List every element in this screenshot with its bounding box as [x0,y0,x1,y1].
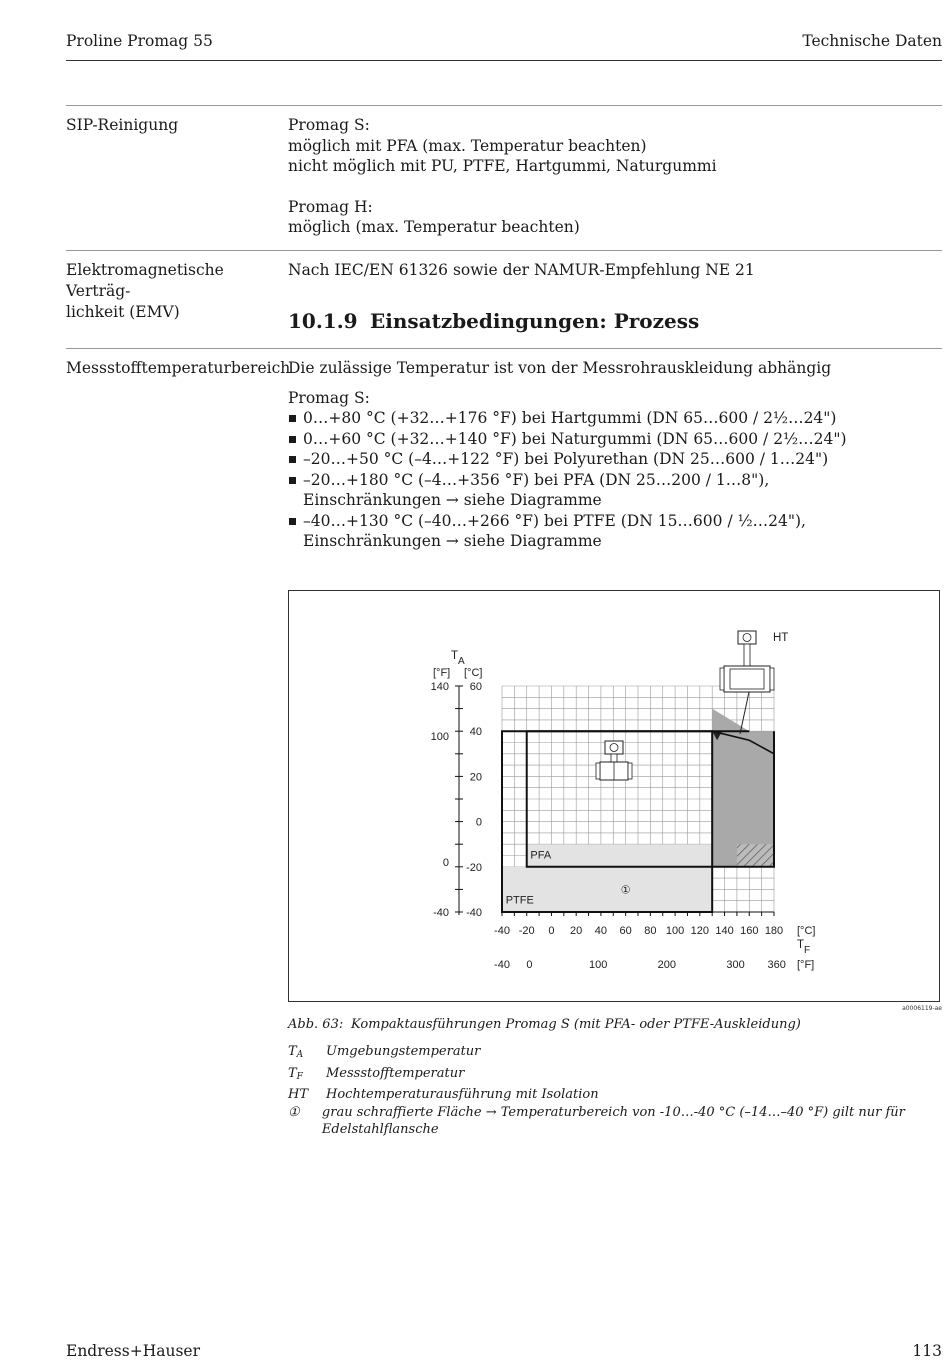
diagram-svg [289,591,939,1001]
emv-text: Nach IEC/EN 61326 sowie der NAMUR-Empfehlung NE 21 [288,261,755,279]
legend-row: ① grau schraffierte Fläche → Temperaturbereich von -10…-40 °C (–14…–40 °F) gilt nur für Edelstahlflansche [288,1104,905,1137]
x-tick-label-f: 360 [767,959,786,971]
list-item: –20…+180 °C (–4…+356 °F) bei PFA (DN 25…200 / 1…8"), Einschränkungen → siehe Diagramme [288,470,942,511]
temperature-list [288,408,942,552]
y-tick-label-c: 40 [469,726,482,739]
y-tick-label-c: 0 [475,816,482,829]
y-tick-label-f: -40 [433,907,449,919]
page-number: 113 [912,1342,942,1360]
pfa-label: PFA [530,849,552,862]
sensor-device-icon [596,741,632,780]
y-tick-label-c: 60 [469,681,482,693]
x-unit-c: [°C] [797,925,816,937]
sip-promag-h-line1: möglich (max. Temperatur beachten) [288,218,580,236]
sip-promag-s-line1: möglich mit PFA (max. Temperatur beachten) [288,136,647,155]
x-axis-symbol: T [797,939,805,951]
x-tick-label-c: 120 [690,925,709,937]
section-heading [288,309,699,333]
medium-label: Messstofftemperaturbereich [66,359,291,377]
x-tick-label-c: 100 [665,925,685,937]
medium-content [288,358,942,552]
x-tick-label-c: 180 [764,925,784,937]
ht-label: HT [773,632,789,644]
y-tick-label-c: -40 [466,907,482,919]
emv-label-line2: lichkeit (EMV) [66,303,180,321]
header-rule [66,60,942,61]
x-tick-label-c: 140 [715,925,734,937]
y-axis-symbol: T [451,650,459,662]
ht-device-icon [720,631,774,692]
y-tick-label-f: 0 [442,856,449,869]
region-marker: ① [620,884,631,897]
medium-promag-s-title: Promag S: [288,388,370,407]
hatched-region [737,844,774,867]
legend-row: $T_A$ Umgebungstemperatur [288,1044,481,1060]
legend-row: HT Hochtemperaturausführung mit Isolation [288,1087,599,1102]
y-tick-label-c: 20 [469,771,482,784]
caption-number: Abb. 63: [288,1017,344,1032]
list-item: 0…+60 °C (+32…+140 °F) bei Naturgummi (DN 65…600 / 2½…24") [288,429,942,450]
x-tick-label-f: 200 [657,959,676,971]
x-tick-label-c: 0 [548,925,555,937]
x-tick-label-f: 100 [589,959,608,971]
divider [66,105,942,106]
ht-pointer-line [740,692,749,734]
y-axis-sub: A [458,656,465,667]
emv-label [66,260,271,323]
sip-label: SIP-Reinigung [66,116,179,134]
x-tick-label-c: -20 [518,925,535,937]
list-item: –20…+50 °C (–4…+122 °F) bei Polyurethan (DN 25…600 / 1…24") [288,449,942,470]
x-tick-label-c: -40 [494,925,510,937]
x-tick-label-c: 20 [570,925,583,937]
x-unit-f: [°F] [797,959,815,971]
list-item: 0…+80 °C (+32…+176 °F) bei Hartgummi (DN 65…600 / 2½…24") [288,408,942,429]
x-tick-label-c: 60 [619,925,632,937]
section-number: 10.1.9 [288,309,358,333]
y-unit-c: [°C] [464,667,483,679]
list-item: –40…+130 °C (–40…+266 °F) bei PTFE (DN 15…600 / ½…24"), Einschränkungen → siehe Diagramme [288,511,942,552]
section-title: Einsatzbedingungen: Prozess [370,309,700,333]
figure-legend [288,1043,950,1139]
emv-label-line1: Elektromagnetische Verträg- [66,261,224,300]
sip-content [288,115,942,238]
divider [66,348,942,349]
y-tick-label-f: 100 [430,731,449,744]
x-tick-label-c: 80 [644,925,657,937]
x-axis-sub: F [804,945,811,956]
sip-promag-s-title: Promag S: [288,116,370,134]
x-tick-label-c: 40 [594,925,608,937]
ptfe-label: PTFE [505,894,534,907]
medium-intro: Die zulässige Temperatur ist von der Messrohrauskleidung abhängig [288,359,832,377]
x-tick-label-f: 0 [526,959,533,971]
y-tick-label-f: 140 [430,681,449,693]
footer-company: Endress+Hauser [66,1342,200,1360]
x-tick-label-f: 300 [726,959,745,971]
y-unit-f: [°F] [433,667,451,679]
y-tick-label-c: -20 [466,861,482,874]
temperature-diagram [288,590,940,1002]
caption-text: Kompaktausführungen Promag S (mit PFA- oder PTFE-Auskleidung) [351,1017,801,1032]
header-chapter: Technische Daten [802,32,942,50]
x-tick-label-c: 160 [740,925,759,937]
x-tick-label-f: -40 [494,959,510,971]
divider [66,250,942,251]
figure-caption [288,1017,801,1032]
sip-promag-s-line2: nicht möglich mit PU, PTFE, Hartgummi, Naturgummi [288,157,717,175]
sip-promag-h-title: Promag H: [288,197,373,216]
legend-row: $T_F$ Messstofftemperatur [288,1065,465,1082]
figure-code: a0006119-ae [902,1005,942,1012]
header-title: Proline Promag 55 [66,32,213,50]
